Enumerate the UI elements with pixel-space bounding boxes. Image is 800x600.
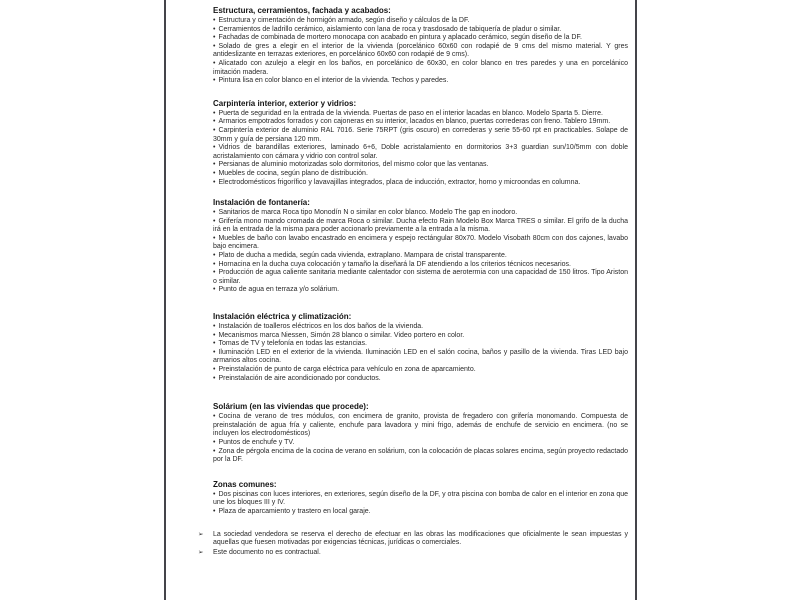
bullet-marker-icon: • [213,374,216,382]
bullet-marker-icon: • [213,413,216,421]
bullet-marker-icon: • [213,438,216,446]
spec-section [213,480,628,517]
bullet-item [213,34,628,43]
bullet-marker-icon: • [213,366,216,373]
section-heading: Instalación eléctrica y climatización: [213,312,352,322]
bullet-text: Puntos de enchufe y TV. [218,438,295,446]
bullet-text: Fachadas de combinada de mortero monocapa con acabado en pintura y aplacado cerámico, según diseño de la DF. [218,34,582,42]
bullet-item [213,26,628,35]
bullet-text: Mecanismos marca Niessen, Simón 28 blanco o similar. Video portero en color. [218,331,465,339]
bullet-marker-icon: • [213,178,216,186]
bullet-marker-icon: • [213,59,216,67]
bullet-item [213,17,628,26]
bullet-item [213,110,628,119]
bullet-marker-icon: • [213,217,216,225]
bullet-text: Grifería mono mando cromada de marca Roca o similar. Ducha efecto Rain Modelo Box Marca TRES o similar. El grifo de la ducha irá en la entrada de la misma para poder accionarlo previamente a la entrada a la misma. [213,217,628,234]
spec-section [213,99,628,187]
bullet-text: Vidrios de barandillas exteriores, laminado 6+6, Doble acristalamiento en dormitorios 3+3 guardian sun/10/5mm con doble acristalamiento con cámara y vidrio con control solar. [213,144,628,160]
section-heading: Instalación de fontanería: [213,198,310,208]
bullet-item [213,340,628,349]
bullet-item [213,448,628,465]
arrow-bullet-icon: ➢ [198,548,204,556]
bullet-text: Preinstalación de aire acondicionado por conductos. [218,374,381,382]
bullet-item [213,252,628,261]
bullet-item [213,375,628,384]
bullet-text: Carpintería exterior de aluminio RAL 7016. Serie 75RPT (gris oscuro) en correderas y serie 55-60 rpt en practicables. Solape de 30mm y guía de persiana 120 mm. [213,126,628,143]
bullet-item [213,439,628,448]
bullet-marker-icon: • [213,348,216,356]
bullet-item [213,491,628,508]
spec-section [213,402,628,465]
bullet-marker-icon: • [213,118,216,126]
bullet-text: Preinstalación de punto de carga eléctrica para vehículo en zona de aparcamiento. [218,366,476,373]
bullet-text: Cocina de verano de tres módulos, con encimera de granito, provista de fregadero con grifería monomando. Compuesta de preinstalación de agua fría y caliente, enchufe para lavadora y mini frigo, además de enchufe de servicio en encimera. (no se incluyen los electrodomésticos) [213,413,628,438]
bullet-item [213,235,628,252]
bullet-item [213,43,628,60]
bullet-item [213,218,628,235]
spec-section [213,312,628,383]
bullet-item [213,366,628,375]
page-border-left [164,0,166,600]
bullet-marker-icon: • [213,161,216,169]
bullet-item [213,413,628,439]
bullet-marker-icon: • [213,25,216,33]
document-content [198,6,628,558]
bullet-item [213,60,628,77]
bullet-text: Pintura lisa en color blanco en el interior de la vivienda. Techos y paredes. [218,77,449,85]
bullet-text: Puerta de seguridad en la entrada de la vivienda. Puertas de paso en el interior lacadas en blanco. Modelo Sparta 5. Dierre. [218,109,603,117]
bullet-marker-icon: • [213,126,216,134]
bullet-item [213,332,628,341]
arrow-bullet-icon: ➢ [198,530,204,538]
bullet-text: Sanitarios de marca Roca tipo Monodín N o similar en color blanco. Modelo The gap en inodoro. [218,209,518,217]
bullet-text: Plato de ducha a medida, según cada vivienda, extraplano. Mampara de cristal transparente. [218,252,507,260]
bullet-text: Zona de pérgola encima de la cocina de verano en solárium, con la colocación de placas solares encima, según proyecto redactado por la DF. [213,447,628,464]
bullet-text: Armarios empotrados forrados y con cajoneras en su interior, lacados en blanco, puertas correderas con freno. Tablero 19mm. [218,118,611,126]
bullet-text: Alicatado con azulejo a elegir en los baños, en porcelánico de 60x30, en color blanco en tres paredes y una en porcelánico imitación madera. [213,59,628,76]
bullet-text: Persianas de aluminio motorizadas solo dormitorios, del mismo color que las ventanas. [218,161,489,169]
bullet-marker-icon: • [213,269,216,277]
bullet-item [213,508,628,517]
bullet-marker-icon: • [213,144,216,152]
bullet-marker-icon: • [213,340,216,348]
bullet-text: Solado de gres a elegir en el interior de la vivienda (porcelánico 60x60 con rodapié de 9 cms del mismo material. Y gres antideslizante en terrazas exteriores, en porcelánico 60x60 con rodapié de 9 cms). [213,42,628,59]
bullet-marker-icon: • [213,286,216,294]
bullet-item [213,161,628,170]
bullet-text: Punto de agua en terraza y/o solárium. [218,286,340,294]
section-heading: Zonas comunes: [213,479,277,489]
bullet-marker-icon: • [213,252,216,260]
bullet-marker-icon: • [213,34,216,42]
note-text: La sociedad vendedora se reserva el derecho de efectuar en las obras las modificaciones que oficialmente le sean impuestas y aquellas que fuesen motivadas por exigencias técnicas, jurídicas o comerciales. [213,530,628,547]
bullet-item [213,209,628,218]
bullet-item [213,269,628,286]
bullet-item [213,323,628,332]
bullet-text: Tomas de TV y telefonía en todas las estancias. [218,340,367,348]
bullet-text: Plaza de aparcamiento y trastero en local garaje. [218,507,371,515]
bullet-marker-icon: • [213,234,216,242]
bullet-item [213,127,628,144]
bullet-marker-icon: • [213,331,216,339]
note-text: Este documento no es contractual. [213,548,321,556]
note-item [193,549,628,558]
spec-section [213,6,628,86]
bullet-item [213,118,628,127]
bullet-marker-icon: • [213,77,216,85]
bullet-item [213,286,628,295]
spec-section [213,198,628,295]
bullet-item [213,144,628,161]
bullet-item [213,261,628,270]
bullet-marker-icon: • [213,260,216,268]
bullet-text: Iluminación LED en el exterior de la vivienda. Iluminación LED en el salón cocina, baños y pasillo de la vivienda. Tiras LED bajo armarios altos cocina. [213,348,628,365]
bullet-text: Cerramientos de ladrillo cerámico, aislamiento con lana de roca y trasdosado de tabiquería de pladur o similar. [218,25,562,33]
bullet-item [213,77,628,86]
bullet-marker-icon: • [213,447,216,455]
bullet-text: Dos piscinas con luces interiores, en exteriores, según diseño de la DF, y otra piscina con bomba de calor en el interior en zona que une los bloques III y IV. [213,490,628,507]
bullet-text: Electrodomésticos frigorífico y lavavajillas integrados, placa de inducción, extractor, horno y microondas en columna. [218,178,581,186]
bullet-marker-icon: • [213,490,216,498]
bullet-item [213,179,628,188]
section-heading: Solárium (en las viviendas que procede): [213,402,369,412]
page-border-right [635,0,637,600]
bullet-marker-icon: • [213,323,216,331]
section-heading: Estructura, cerramientos, fachada y acabados: [213,6,391,15]
bullet-text: Estructura y cimentación de hormigón armado, según diseño y cálculos de la DF. [218,17,470,24]
bullet-text: Muebles de cocina, según plano de distribución. [218,169,368,177]
legal-notes [198,530,628,558]
bullet-marker-icon: • [213,507,216,515]
bullet-item [213,349,628,366]
bullet-marker-icon: • [213,109,216,117]
bullet-marker-icon: • [213,42,216,50]
note-item [193,531,628,548]
bullet-marker-icon: • [213,209,216,217]
bullet-text: Producción de agua caliente sanitaria mediante calentador con sistema de aerotermia con una capacidad de 150 litros. Tipo Ariston o similar. [213,269,628,285]
section-heading: Carpintería interior, exterior y vidrios: [213,98,357,108]
bullet-text: Muebles de baño con lavabo encastrado en encimera y espejo rectángular 80x70. Modelo Visobath 80cm con dos cajones, lavabo bajo encimera. [213,234,628,251]
bullet-text: Hornacina en la ducha cuya colocación y tamaño la diseñará la DF atendiendo a los criterios técnicos necesarios. [218,260,571,268]
bullet-marker-icon: • [213,169,216,177]
bullet-item [213,170,628,179]
bullet-text: Instalación de toalleros eléctricos en los dos baños de la vivienda. [218,323,424,331]
bullet-marker-icon: • [213,17,216,24]
